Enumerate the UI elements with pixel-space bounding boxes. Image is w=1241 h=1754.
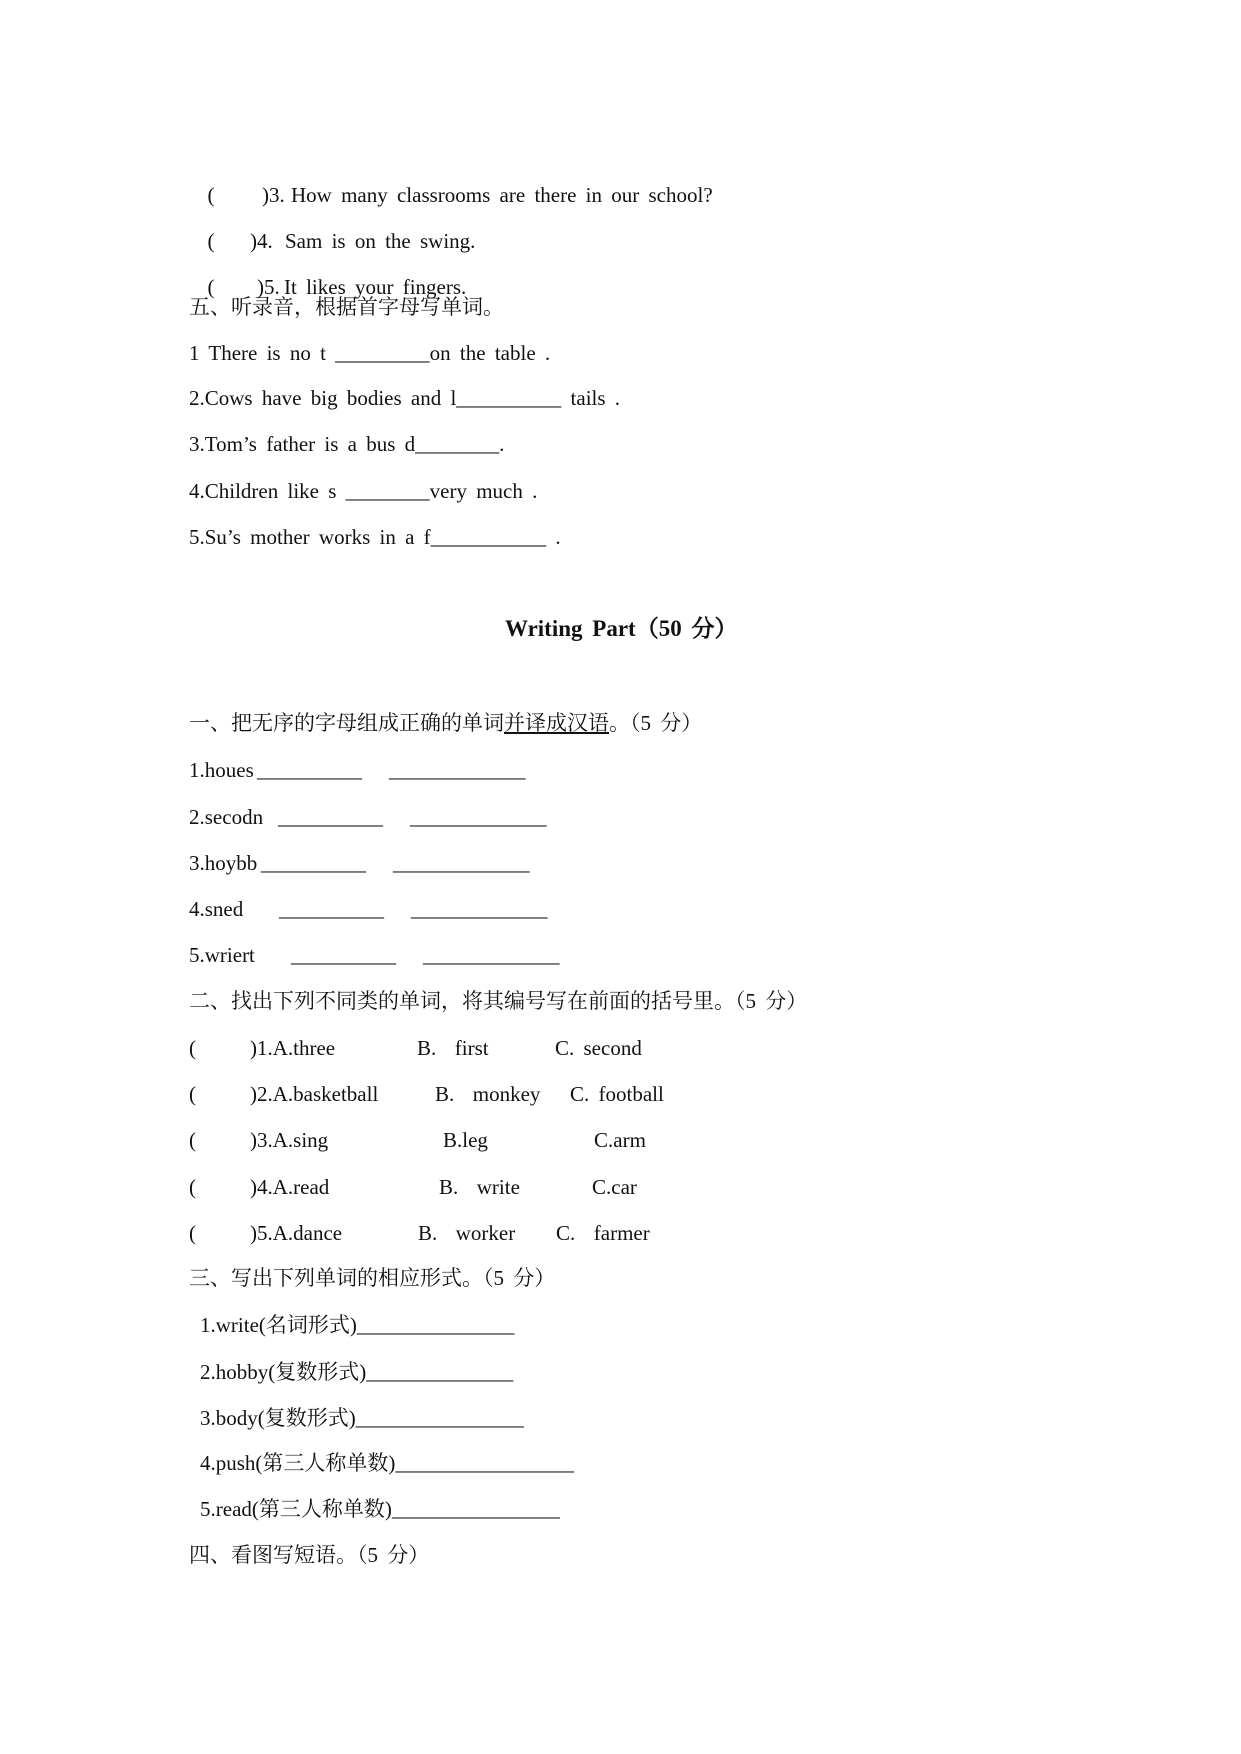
w4-heading: 四、看图写短语。（5 分） [189, 1543, 430, 1567]
w3-item-1: 1.write(名词形式)_______________ [200, 1313, 515, 1337]
w2-item-4: ( )4.A.read B. write C.car [189, 1175, 637, 1199]
question-4: ( )4. Sam is on the swing. [207, 229, 476, 253]
w3-item-3: 3.body(复数形式)________________ [200, 1406, 524, 1430]
fill-item-1: 1 There is no t _________on the table . [189, 341, 551, 365]
question-5: ( )5. It likes your fingers. [207, 275, 467, 299]
fill-item-5: 5.Su’s mother works in a f___________ . [189, 525, 561, 549]
w2-heading: 二、找出下列不同类的单词，将其编号写在前面的括号里。（5 分） [189, 989, 808, 1013]
fill-item-4: 4.Children like s ________very much . [189, 479, 538, 503]
w1-heading: 一、把无序的字母组成正确的单词并译成汉语。（5 分） [189, 711, 703, 735]
w2-item-1: ( )1.A.three B. first C. second [189, 1036, 642, 1060]
w1-item-5: 5.wriert __________ _____________ [189, 943, 560, 967]
writing-part-title: Writing Part（50 分） [505, 616, 738, 641]
w2-item-3: ( )3.A.sing B.leg C.arm [189, 1128, 646, 1152]
w3-item-5: 5.read(第三人称单数)________________ [200, 1497, 560, 1521]
fill-item-2: 2.Cows have big bodies and l__________ tails . [189, 386, 621, 410]
fill-item-3: 3.Tom’s father is a bus d________. [189, 432, 505, 456]
answer-paren: ( [207, 183, 215, 207]
w2-item-5: ( )5.A.dance B. worker C. farmer [189, 1221, 650, 1245]
w3-heading: 三、写出下列单词的相应形式。（5 分） [189, 1266, 556, 1290]
w3-item-2: 2.hobby(复数形式)______________ [200, 1360, 514, 1384]
w3-item-4: 4.push(第三人称单数)_________________ [200, 1451, 574, 1475]
w2-item-2: ( )2.A.basketball B. monkey C. football [189, 1082, 664, 1106]
question-3: ( )3. How many classrooms are there in our school? [207, 183, 713, 207]
w1-item-2: 2.secodn __________ _____________ [189, 805, 547, 829]
section5-heading: 五、听录音，根据首字母写单词。 [189, 295, 504, 319]
w1-item-1: 1.houes __________ _____________ [189, 758, 526, 782]
w1-item-3: 3.hoybb __________ _____________ [189, 851, 530, 875]
w1-item-4: 4.sned __________ _____________ [189, 897, 548, 921]
